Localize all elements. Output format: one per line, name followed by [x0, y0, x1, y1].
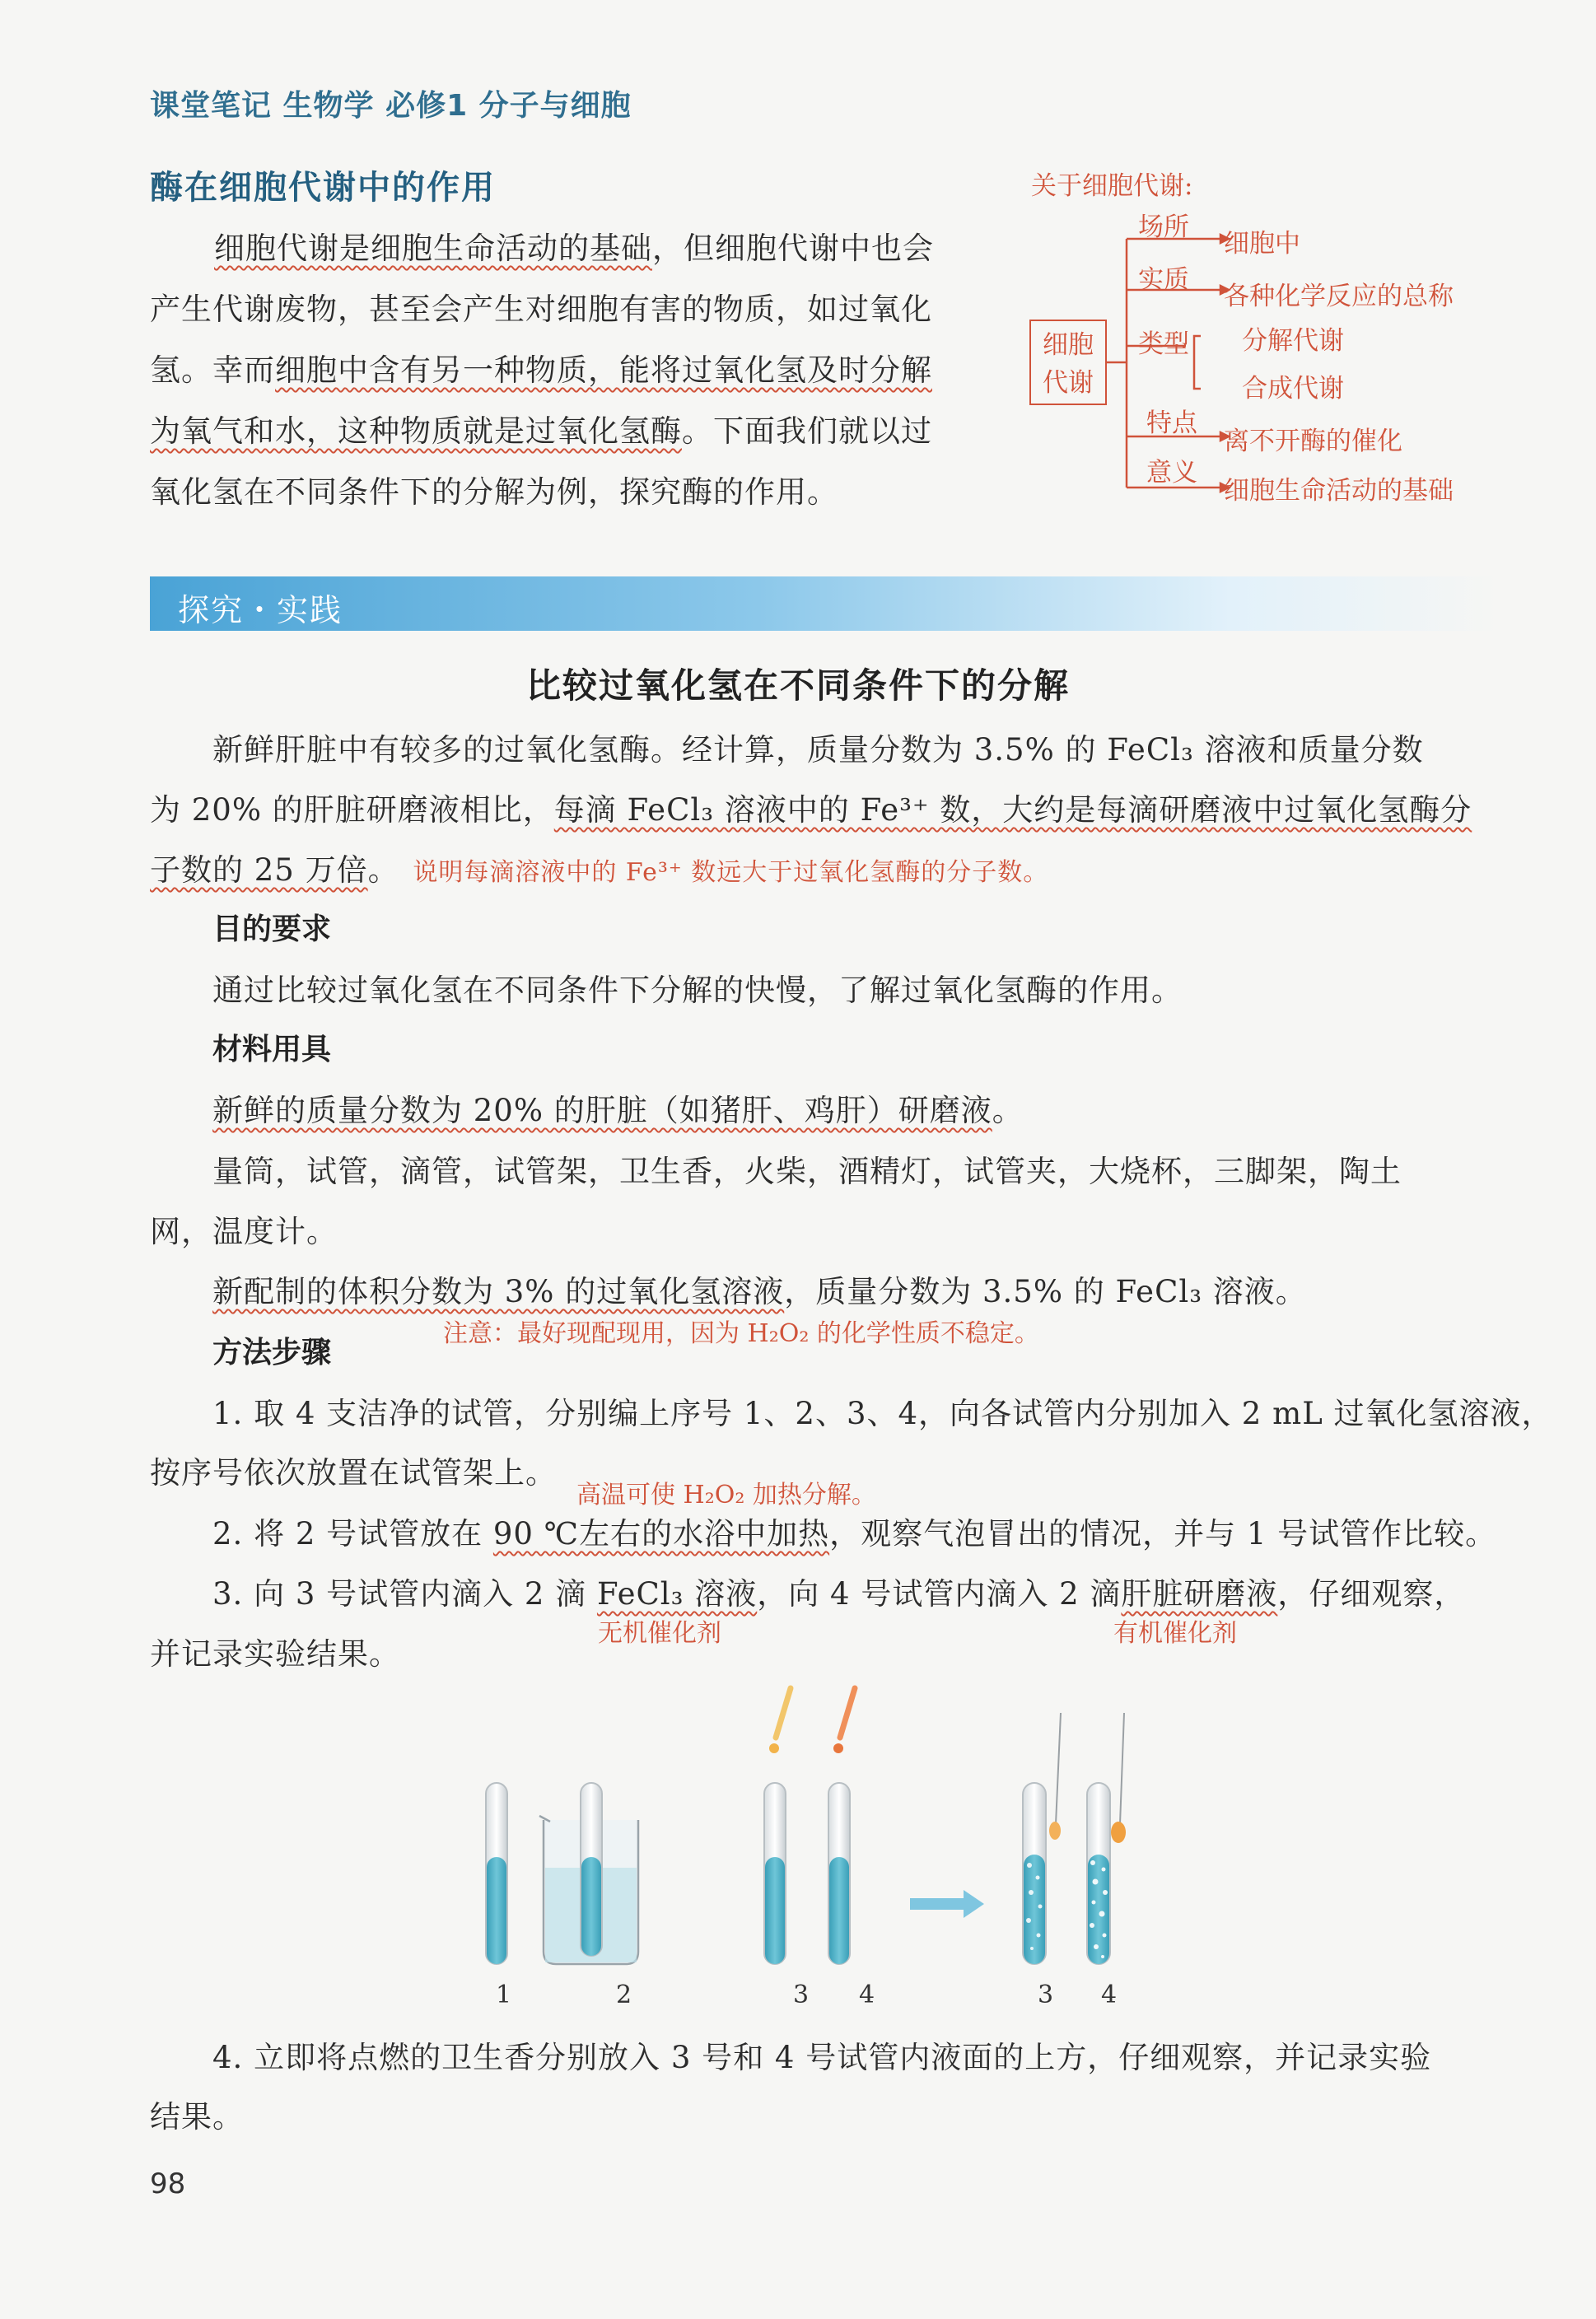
concept-branch-label: 意义: [1146, 458, 1197, 488]
experiment-emphasis: 每滴 FeCl₃ 溶液中的 Fe³⁺ 数，大约是每滴研磨液中过氧化氢酶分: [553, 792, 1472, 828]
experiment-title: 比较过氧化氢在不同条件下的分解: [525, 665, 1070, 706]
intro-emphasis-3: 为氧气和水，这种物质就是过氧化氢酶: [150, 413, 682, 449]
step-1-text: 1. 取 4 支洁净的试管，分别编上序号 1、2、3、4，向各试管内分别加入 2 mL 过氧化氢溶液，: [212, 1396, 1553, 1431]
steps-heading: 方法步骤: [212, 1336, 332, 1369]
test-tube-icon: [581, 1783, 602, 1956]
concept-map-center-label: 细胞代谢: [1043, 330, 1094, 398]
concept-branch-value: 细胞生命活动的基础: [1224, 476, 1454, 506]
concept-branch-value: 离不开酶的催化: [1224, 427, 1402, 456]
intro-text: 氢。幸而: [150, 352, 275, 388]
step-3-note-organic: 有机催化剂: [1113, 1619, 1237, 1648]
step-3-text: 3. 向 3 号试管内滴入 2 滴: [212, 1576, 597, 1612]
figure-label-tube-1: 1: [496, 1981, 512, 2009]
experiment-text: 。: [367, 852, 399, 888]
experiment-text: 为 20% 的肝脏研磨液相比，: [150, 792, 554, 828]
materials-note: 注意：最好现配现用，因为 H₂O₂ 的化学性质不稳定。: [443, 1319, 1039, 1348]
concept-map-heading: 关于细胞代谢:: [1031, 171, 1193, 201]
test-tube-icon: [828, 1783, 850, 1964]
step-2-text: 2. 将 2 号试管放在: [212, 1516, 493, 1551]
intro-text: 氧化氢在不同条件下的分解为例，探究酶的作用。: [150, 474, 838, 510]
incense-stick-icon: [1111, 1713, 1126, 1843]
intro-paragraph: [150, 218, 990, 523]
step-3-note-inorganic: 无机催化剂: [598, 1619, 721, 1648]
step-3-text: 并记录实验结果。: [150, 1636, 400, 1672]
step-3-text: ，仔细观察，: [1277, 1576, 1466, 1612]
concept-branch-label: 场所: [1138, 212, 1189, 242]
purpose-text: 通过比较过氧化氢在不同条件下分解的快慢，了解过氧化氢酶的作用。: [212, 973, 1183, 1008]
banner-label: 探究・实践: [178, 592, 343, 628]
intro-emphasis-2: 细胞中含有另一种物质，能将过氧化氢及时分解: [275, 352, 932, 388]
materials-line: [212, 1267, 1307, 1311]
concept-branch-label: 特点: [1146, 408, 1197, 438]
concept-branch-value: 合成代谢: [1242, 374, 1344, 404]
page-number: 98: [150, 2167, 186, 2200]
step-3-line: [212, 1569, 1465, 1613]
figure-label-tube-2: 2: [616, 1981, 632, 2009]
materials-heading: 材料用具: [212, 1033, 332, 1066]
test-tube-bubbling-icon: [1087, 1783, 1110, 1964]
purpose-heading: 目的要求: [212, 912, 332, 946]
test-tube-icon: [764, 1783, 786, 1964]
section-banner: [150, 576, 1500, 631]
section-title: 酶在细胞代谢中的作用: [150, 168, 496, 207]
experiment-figure: [461, 1680, 1169, 1976]
step-2-line: [212, 1509, 1496, 1553]
test-tube-bubbling-icon: [1023, 1783, 1046, 1964]
step-4-text: 结果。: [150, 2099, 244, 2135]
concept-branch-label: 类型: [1138, 329, 1189, 359]
figure-label-tube-4: 4: [859, 1981, 875, 2009]
intro-emphasis-1: 细胞代谢是细胞生命活动的基础: [214, 231, 652, 266]
materials-line: [212, 1085, 1024, 1130]
step-1-text: 按序号依次放置在试管架上。: [150, 1455, 557, 1491]
materials-text: 。: [992, 1093, 1024, 1128]
concept-branch-label: 实质: [1138, 265, 1189, 295]
step-1-note: 高温可使 H₂O₂ 加热分解。: [576, 1481, 876, 1509]
intro-text: 。下面我们就以过: [682, 413, 932, 449]
experiment-text-line: [150, 845, 1048, 889]
materials-emphasis: 新鲜的质量分数为 20% 的肝脏（如猪肝、鸡肝）研磨液: [212, 1093, 992, 1128]
experiment-text-line: [150, 785, 1472, 829]
figure-label-tube-3-result: 3: [1038, 1981, 1054, 2009]
dropper-icon: [769, 1688, 791, 1753]
dropper-icon: [833, 1688, 855, 1753]
intro-text: ，但细胞代谢中也会: [652, 231, 934, 266]
experiment-emphasis: 子数的 25 万倍: [150, 852, 368, 888]
materials-emphasis: 新配制的体积分数为 3% 的过氧化氢溶液: [212, 1274, 785, 1309]
concept-map-center: [1029, 320, 1107, 405]
step-2-emphasis: 90 ℃左右的水浴中加热: [492, 1516, 830, 1551]
materials-text: 网，温度计。: [150, 1214, 338, 1249]
step-3-emphasis: 肝脏研磨液: [1121, 1576, 1278, 1612]
running-header: 课堂笔记 生物学 必修1 分子与细胞: [150, 89, 632, 123]
materials-text: ，质量分数为 3.5% 的 FeCl₃ 溶液。: [784, 1274, 1307, 1309]
concept-branch-value: 分解代谢: [1242, 326, 1344, 356]
experiment-text: 新鲜肝脏中有较多的过氧化氢酶。经计算，质量分数为 3.5% 的 FeCl₃ 溶液和质量分数: [212, 732, 1424, 768]
step-2-text: ，观察气泡冒出的情况，并与 1 号试管作比较。: [829, 1516, 1497, 1551]
figure-label-tube-4-result: 4: [1101, 1981, 1118, 2009]
materials-text: 量筒，试管，滴管，试管架，卫生香，火柴，酒精灯，试管夹，大烧杯，三脚架，陶土: [212, 1154, 1402, 1189]
step-4-text: 4. 立即将点燃的卫生香分别放入 3 号和 4 号试管内液面的上方，仔细观察，并记录实验: [212, 2040, 1432, 2075]
concept-branch-value: 细胞中: [1224, 229, 1300, 259]
figure-label-tube-3: 3: [793, 1981, 810, 2009]
step-3-text: ，向 4 号试管内滴入 2 滴: [757, 1576, 1122, 1612]
concept-branch-value: 各种化学反应的总称: [1224, 282, 1454, 311]
incense-stick-icon: [1049, 1713, 1061, 1840]
test-tube-icon: [486, 1783, 507, 1964]
intro-text: 产生代谢废物，甚至会产生对细胞有害的物质，如过氧化: [150, 292, 932, 327]
experiment-note: 说明每滴溶液中的 Fe³⁺ 数远大于过氧化氢酶的分子数。: [413, 858, 1049, 887]
step-3-emphasis: FeCl₃ 溶液: [596, 1576, 758, 1612]
arrow-right-icon: [910, 1890, 984, 1918]
